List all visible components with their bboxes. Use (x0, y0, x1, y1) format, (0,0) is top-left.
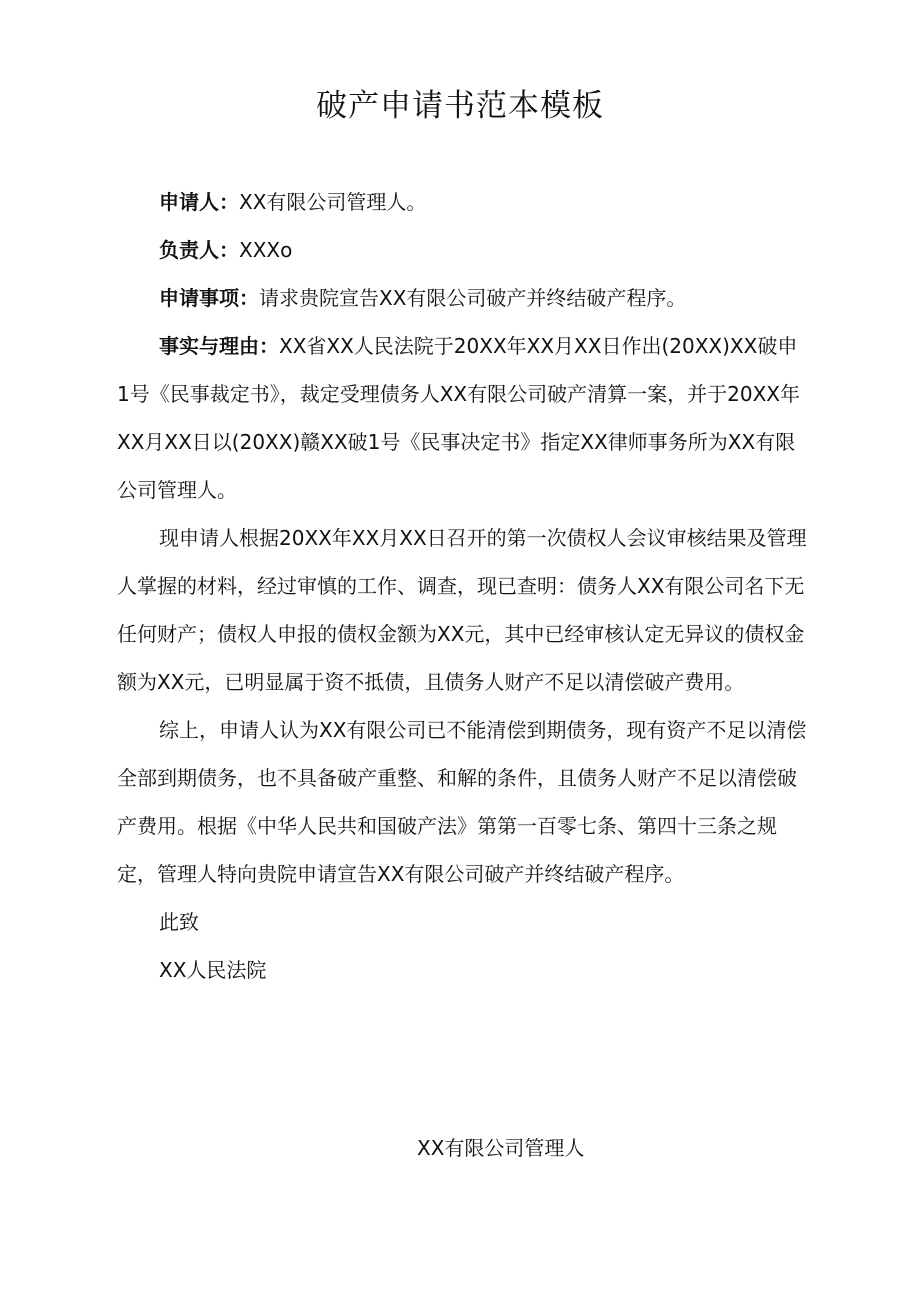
findings-paragraph: 现申请人根据20XX年XX月XX日召开的第一次债权人会议审核结果及管理人掌握的材料，经过审慎的工作、调查，现已查明：债务人XX有限公司名下无任何财产；债权人申报的债权金额为XX元，其中已经审核认定无异议的债权金额为XX元，已明显属于资不抵债，且债务人财产不足以清偿破产费用。 (117, 526, 807, 694)
signature: XX有限公司管理人 (417, 1136, 585, 1160)
request-label: 申请事项： (159, 286, 259, 310)
document-body (117, 178, 807, 994)
facts-label: 事实与理由： (159, 334, 279, 358)
request-value: 请求贵院宣告XX有限公司破产并终结破产程序。 (259, 286, 687, 310)
document-title: 破产申请书范本模板 (316, 88, 604, 124)
addressee: XX人民法院 (159, 958, 267, 982)
responsible-person-line (117, 226, 807, 274)
applicant-line (117, 178, 807, 226)
conclusion-paragraph: 综上，申请人认为XX有限公司已不能清偿到期债务，现有资产不足以清偿全部到期债务，也不具备破产重整、和解的条件，且债务人财产不足以清偿破产费用。根据《中华人民共和国破产法》第第一百零七条、第四十三条之规定，管理人特向贵院申请宣告XX有限公司破产并终结破产程序。 (117, 718, 807, 886)
request-line (117, 274, 807, 322)
closing-salutation: 此致 (159, 910, 199, 934)
responsible-person-label: 负责人： (159, 238, 239, 262)
responsible-person-value: XXXo (239, 238, 293, 262)
facts-paragraph (117, 322, 807, 514)
applicant-label: 申请人： (159, 190, 239, 214)
applicant-value: XX有限公司管理人。 (239, 190, 427, 214)
facts-text: XX省XX人民法院于20XX年XX月XX日作出(20XX)XX破申1号《民事裁定书》，裁定受理债务人XX有限公司破产清算一案，并于20XX年XX月XX日以(20XX)赣XX破1号《民事决定书》指定XX律师事务所为XX有限公司管理人。 (117, 334, 800, 502)
